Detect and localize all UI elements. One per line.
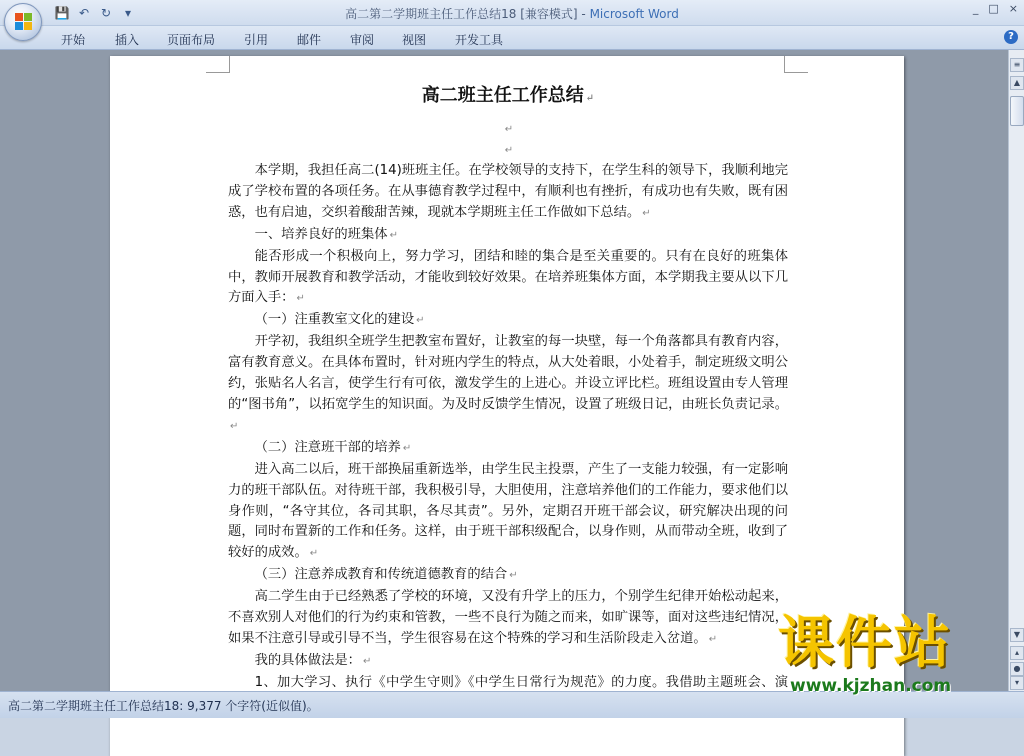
subsection-heading: （三）注意养成教育和传统道德教育的结合 ↵ [254, 567, 518, 583]
help-icon[interactable]: ? [1004, 30, 1018, 44]
tab-review[interactable]: 审阅 [350, 33, 375, 47]
empty-paragraph: ↵ [504, 145, 514, 156]
save-icon[interactable]: 💾 [54, 6, 70, 20]
previous-page-icon[interactable]: ▴ [1010, 646, 1024, 660]
tab-references[interactable]: 引用 [244, 33, 269, 47]
minimize-button[interactable]: _ [972, 2, 979, 15]
paragraph: 开学初，我组织全班学生把教室布置好，让教室的每一块壁，每一个角落都具有教育内容，富有教育意义。在具体布置时，针对班内学生的特点，从大处着眼，小处着手，制定班级文明公约，张贴名人名言，使学生行有可依，激发学生的上进心。并设立评比栏。班组设置由专人管理的“图书角”，以拓宽学生的知识面。为及时反馈学生情况，设置了班级日记，由班长负责记录。↵ [228, 334, 788, 432]
tab-home[interactable]: 开始 [61, 33, 86, 47]
subsection-heading: （一）注重教室文化的建设 ↵ [254, 312, 425, 328]
scroll-down-icon[interactable]: ▼ [1010, 628, 1024, 642]
undo-icon[interactable]: ↶ [78, 6, 90, 20]
paragraph: 高二学生由于已经熟悉了学校的环境，又没有升学上的压力，个别学生纪律开始松动起来，不喜欢别人对他们的行为约束和管教，一些不良行为随之而来，如旷课等，面对这些违纪情况，如果不注意引导或引导不当，学生很容易在这个特殊的学习和生活阶段走入岔道。 ↵ [228, 589, 788, 646]
tab-mailings[interactable]: 邮件 [297, 33, 322, 47]
document-workspace [0, 50, 1008, 691]
paragraph: 我的具体做法是： ↵ [254, 652, 372, 668]
ruler-toggle-icon[interactable]: ≡ [1010, 58, 1024, 72]
tab-view[interactable]: 视图 [402, 33, 427, 47]
paragraph: 能否形成一个积极向上，努力学习，团结和睦的集合是至关重要的。只有在良好的班集体中，教师开展教育和教学活动，才能收到较好效果。在培养班集体方面，本学期我主要从以下几方面入手： ↵ [228, 248, 788, 306]
subsection-heading: （二）注意班干部的培养 ↵ [254, 439, 412, 455]
document-body[interactable] [228, 80, 788, 715]
select-browse-object-icon[interactable]: ● [1010, 662, 1024, 676]
tab-insert[interactable]: 插入 [115, 33, 140, 47]
next-page-icon[interactable]: ▾ [1010, 676, 1024, 690]
customize-qat-icon[interactable]: ▾ [124, 6, 132, 20]
empty-paragraph: ↵ [504, 124, 514, 135]
watermark-url: www.kjzhan.com [790, 676, 952, 696]
paragraph-intro: 本学期，我担任高二(14)班班主任。在学校领导的支持下，在学生科的领导下，我顺利地完成了学校布置的各项任务。在从事德育教学过程中，有顺利也有挫折，有成功也有失败，既有困惑，也有启迪，交织着酸甜苦辣，现就本学期班主任工作做如下总结。 ↵ [228, 163, 788, 220]
tab-page-layout[interactable]: 页面布局 [167, 33, 216, 47]
scroll-up-icon[interactable]: ▲ [1010, 76, 1024, 90]
margin-corner-mark [206, 56, 230, 73]
margin-corner-mark [784, 56, 808, 73]
scroll-thumb[interactable] [1010, 96, 1024, 126]
document-heading: 高二班主任工作总结 ↵ [421, 85, 595, 106]
vertical-scrollbar[interactable] [1008, 50, 1024, 691]
ribbon-tabs [0, 26, 1024, 50]
document-title: 高二第二学期班主任工作总结18 [兼容模式] [345, 7, 578, 21]
office-logo-icon [15, 13, 33, 31]
watermark-logo: 课件站 [778, 611, 952, 676]
window-controls [973, 2, 1018, 15]
app-name: Microsoft Word [589, 7, 679, 21]
tab-developer[interactable]: 开发工具 [455, 33, 504, 47]
redo-icon[interactable]: ↻ [100, 6, 112, 20]
restore-button[interactable]: □ [988, 2, 999, 15]
office-button[interactable] [4, 3, 42, 41]
word-count-status[interactable]: 高二第二学期班主任工作总结18: 9,377 个字符(近似值)。 [8, 699, 319, 713]
paragraph: 进入高二以后，班干部换届重新选举，由学生民主投票，产生了一支能力较强，有一定影响力的班干部队伍。对待班干部，我积极引导，大胆使用，注意培养他们的工作能力，要求他们以身作则，“各守其位，各司其职，各尽其责”。另外，定期召开班干部会议，研究解决出现的问题，同时布置新的工作和任务。这样，由于班干部积级配合，以身作则，从而带动全班，收到了较好的成效。 ↵ [228, 461, 788, 561]
paragraph: 1、加大学习、执行《中学生守则》《中学生日常行为规范》的力度。我借助主题班会、演 [254, 674, 788, 690]
window-title: 高二第二学期班主任工作总结18 [兼容模式] - Microsoft Word [345, 7, 679, 21]
section-heading: 一、培养良好的班集体 ↵ [254, 226, 398, 242]
title-bar [0, 0, 1024, 26]
close-button[interactable]: × [1008, 2, 1018, 15]
